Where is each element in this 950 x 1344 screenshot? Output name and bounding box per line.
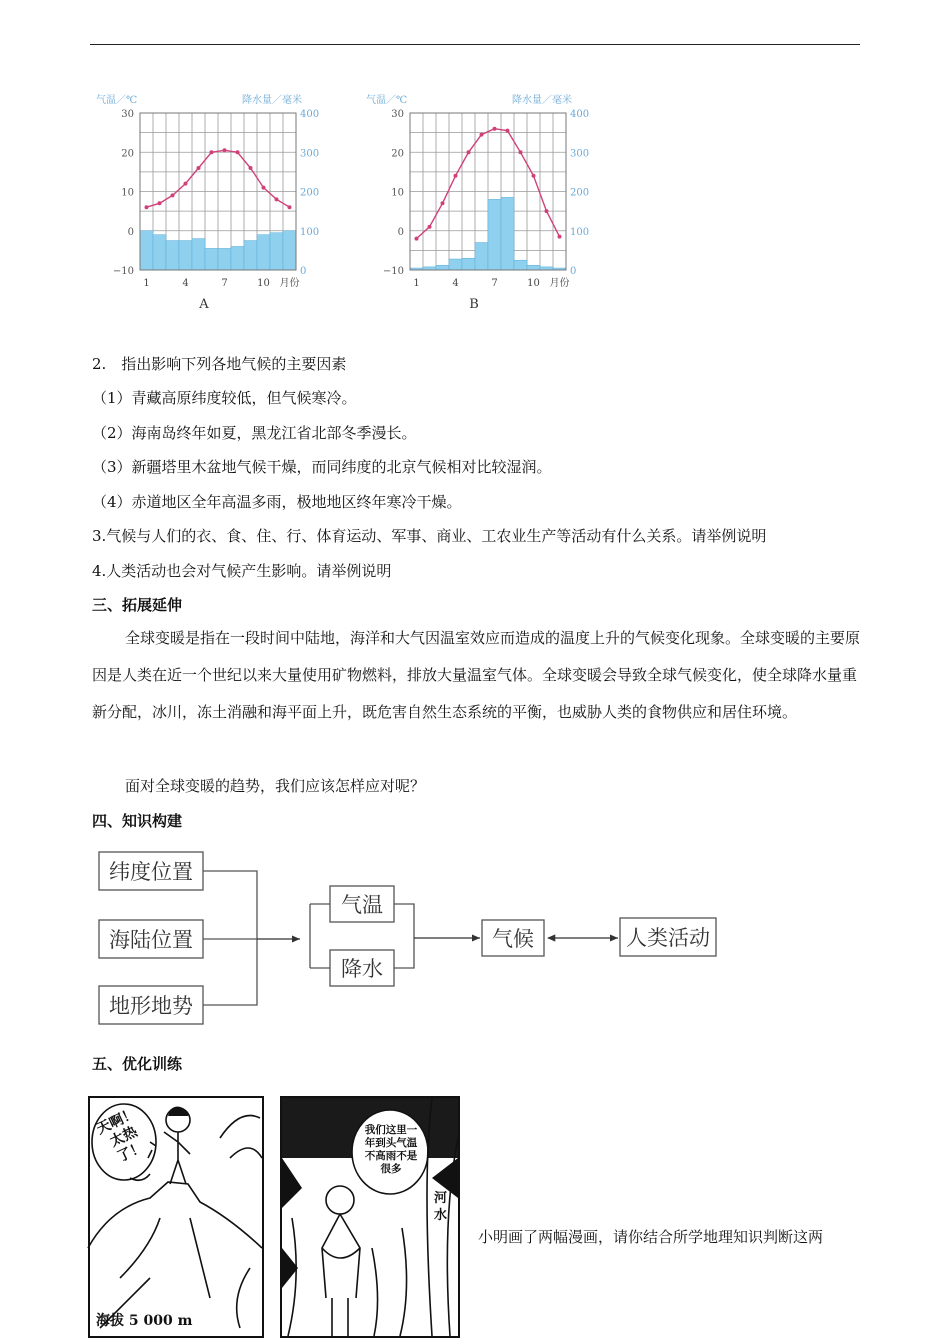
precip-tick-label: 400 bbox=[570, 109, 590, 120]
temperature-point bbox=[558, 235, 562, 239]
river-text-wrapper bbox=[434, 1190, 454, 1234]
precip-bar bbox=[166, 241, 179, 270]
knowledge-diagram-svg bbox=[92, 842, 732, 1038]
person-body bbox=[322, 1214, 360, 1336]
temp-axis-label: 气温／℃ bbox=[96, 95, 138, 106]
section-4-heading: 四、知识构建 bbox=[92, 812, 183, 830]
section-5-heading: 五、优化训练 bbox=[92, 1055, 183, 1073]
temperature-point bbox=[275, 197, 279, 201]
precip-bar bbox=[462, 258, 475, 270]
person-head bbox=[326, 1186, 354, 1214]
header-rule bbox=[90, 44, 860, 45]
bubble-text-wrapper bbox=[362, 1124, 420, 1190]
climate-chart-a-svg bbox=[92, 88, 352, 318]
precip-tick-label: 100 bbox=[570, 226, 590, 238]
temperature-point bbox=[467, 150, 471, 154]
temp-tick-label: 0 bbox=[397, 226, 404, 238]
temperature-point bbox=[236, 150, 240, 154]
comic-caption: 小明画了两幅漫画，请你结合所学地理知识判断这两 bbox=[478, 1228, 824, 1246]
month-tick-label: 7 bbox=[221, 278, 228, 289]
temp-tick-label: 0 bbox=[127, 226, 134, 238]
temperature-point bbox=[262, 186, 266, 190]
temperature-point bbox=[519, 150, 523, 154]
section-3-heading: 三、拓展延伸 bbox=[92, 596, 183, 614]
temp-tick-label: 30 bbox=[391, 109, 404, 120]
precip-bar bbox=[270, 233, 283, 270]
label-human: 人类活动 bbox=[626, 926, 710, 950]
temp-tick-label: 30 bbox=[121, 109, 134, 120]
comic-1-drawing bbox=[90, 1098, 262, 1336]
climate-chart-b bbox=[362, 88, 622, 318]
question-2-4: （4）赤道地区全年高温多雨，极地地区终年寒冷干燥。 bbox=[92, 493, 462, 511]
river-label: 河水 bbox=[434, 1191, 448, 1223]
temperature-point bbox=[506, 129, 510, 133]
month-tick-label: 10 bbox=[527, 278, 540, 289]
precip-bar bbox=[449, 259, 462, 270]
precip-bar bbox=[501, 197, 514, 270]
temperature-point bbox=[441, 201, 445, 205]
temperature-point bbox=[171, 193, 175, 197]
temp-tick-label: 10 bbox=[391, 187, 404, 199]
precip-bar bbox=[475, 243, 488, 270]
month-tick-label: 1 bbox=[143, 278, 150, 289]
climate-chart-a bbox=[92, 88, 352, 318]
precip-tick-label: 200 bbox=[300, 187, 320, 199]
chart-label: B bbox=[469, 297, 479, 312]
person-body bbox=[164, 1132, 190, 1184]
month-unit-label: 月份 bbox=[549, 278, 570, 289]
temp-axis-label: 气温／℃ bbox=[366, 95, 408, 106]
month-unit-label: 月份 bbox=[279, 278, 300, 289]
month-tick-label: 4 bbox=[182, 278, 189, 289]
precip-bar bbox=[488, 199, 501, 270]
temp-tick-label: −10 bbox=[382, 266, 404, 277]
question-2-1: （1）青藏高原纬度较低，但气候寒冷。 bbox=[92, 389, 357, 407]
comic-tropical bbox=[280, 1096, 460, 1338]
month-tick-label: 10 bbox=[257, 278, 270, 289]
temperature-point bbox=[249, 166, 253, 170]
temperature-point bbox=[288, 205, 292, 209]
temperature-point bbox=[532, 174, 536, 178]
altitude-label: 海拔 5 000 m bbox=[96, 1313, 193, 1329]
label-temperature: 气温 bbox=[341, 893, 383, 917]
temperature-point bbox=[454, 174, 458, 178]
temperature-point bbox=[184, 182, 188, 186]
section-3-paragraph: 全球变暖是指在一段时间中陆地，海洋和大气因温室效应而造成的温度上升的气候变化现象。全球变暖的主要原因是人类在近一个世纪以来大量使用矿物燃料，排放大量温室气体。全球变暖会导致全球气候变化，使全球降水量重新分配，冰川，冻土消融和海平面上升，既危害自然生态系统的平衡，也威胁人类的食物供应和居住环境。 bbox=[92, 629, 861, 721]
mountain-outline bbox=[88, 1182, 262, 1248]
precip-axis-label: 降水量／毫米 bbox=[242, 95, 302, 106]
precip-bar bbox=[527, 265, 540, 270]
temperature-point bbox=[428, 225, 432, 229]
question-3: 3.气候与人们的衣、食、住、行、体育运动、军事、商业、工农业生产等活动有什么关系。请举例说明 bbox=[92, 527, 767, 545]
temperature-point bbox=[480, 133, 484, 137]
temperature-point bbox=[493, 127, 497, 131]
section-3-question: 面对全球变暖的趋势，我们应该怎样应对呢？ bbox=[125, 777, 426, 795]
temp-tick-label: −10 bbox=[112, 266, 134, 277]
label-climate: 气候 bbox=[492, 927, 534, 951]
temperature-point bbox=[145, 205, 149, 209]
precip-bar bbox=[205, 248, 218, 270]
precip-tick-label: 0 bbox=[300, 266, 307, 277]
precip-bar bbox=[218, 248, 231, 270]
precip-bar bbox=[192, 239, 205, 270]
precip-bar bbox=[140, 231, 153, 270]
precip-bar bbox=[244, 241, 257, 270]
comic-hot-mountain bbox=[88, 1096, 264, 1338]
temperature-point bbox=[158, 201, 162, 205]
temperature-point bbox=[223, 148, 227, 152]
temperature-point bbox=[197, 166, 201, 170]
label-latitude: 纬度位置 bbox=[109, 860, 193, 884]
precip-tick-label: 0 bbox=[570, 266, 577, 277]
bracket-right bbox=[394, 904, 414, 968]
bracket-left-ticks bbox=[310, 904, 330, 968]
precip-tick-label: 400 bbox=[300, 109, 320, 120]
temperature-point bbox=[545, 209, 549, 213]
precip-tick-label: 100 bbox=[300, 226, 320, 238]
temperature-point bbox=[210, 150, 214, 154]
comic-2-drawing bbox=[282, 1098, 458, 1336]
precip-tick-label: 200 bbox=[570, 187, 590, 199]
precip-tick-label: 300 bbox=[300, 148, 320, 160]
precip-bar bbox=[257, 235, 270, 270]
month-tick-label: 1 bbox=[413, 278, 420, 289]
comic-1-bubble-text: 天啊！太热了！ bbox=[94, 1105, 148, 1166]
question-2-3: （3）新疆塔里木盆地气候干燥，而同纬度的北京气候相对比较湿润。 bbox=[92, 458, 552, 476]
precip-tick-label: 300 bbox=[570, 148, 590, 160]
label-precipitation: 降水 bbox=[341, 957, 383, 981]
connector-left bbox=[203, 871, 257, 1005]
month-tick-label: 7 bbox=[491, 278, 498, 289]
month-tick-label: 4 bbox=[452, 278, 459, 289]
precip-bar bbox=[179, 241, 192, 270]
label-land-sea: 海陆位置 bbox=[109, 928, 193, 952]
question-4: 4.人类活动也会对气候产生影响。请举例说明 bbox=[92, 562, 392, 580]
temp-tick-label: 20 bbox=[121, 148, 134, 160]
precip-bar bbox=[283, 231, 296, 270]
question-2-2: （2）海南岛终年如夏，黑龙江省北部冬季漫长。 bbox=[92, 424, 417, 442]
climate-chart-b-svg bbox=[362, 88, 622, 318]
precip-bar bbox=[436, 265, 449, 270]
precip-bar bbox=[153, 235, 166, 270]
temp-tick-label: 20 bbox=[391, 148, 404, 160]
chart-label: A bbox=[199, 297, 209, 312]
precip-bar bbox=[514, 260, 527, 270]
question-2: 2. 指出影响下列各地气候的主要因素 bbox=[92, 355, 347, 373]
knowledge-diagram bbox=[92, 842, 732, 1038]
precip-bar bbox=[231, 246, 244, 270]
temperature-point bbox=[415, 237, 419, 241]
precip-axis-label: 降水量／毫米 bbox=[512, 95, 572, 106]
temp-tick-label: 10 bbox=[121, 187, 134, 199]
label-terrain: 地形地势 bbox=[109, 994, 193, 1018]
person-hair bbox=[168, 1106, 188, 1116]
bubble-text-wrapper bbox=[94, 1105, 148, 1176]
comic-2-bubble-text: 我们这里一年到头气温不高雨不是很多 bbox=[364, 1124, 418, 1175]
